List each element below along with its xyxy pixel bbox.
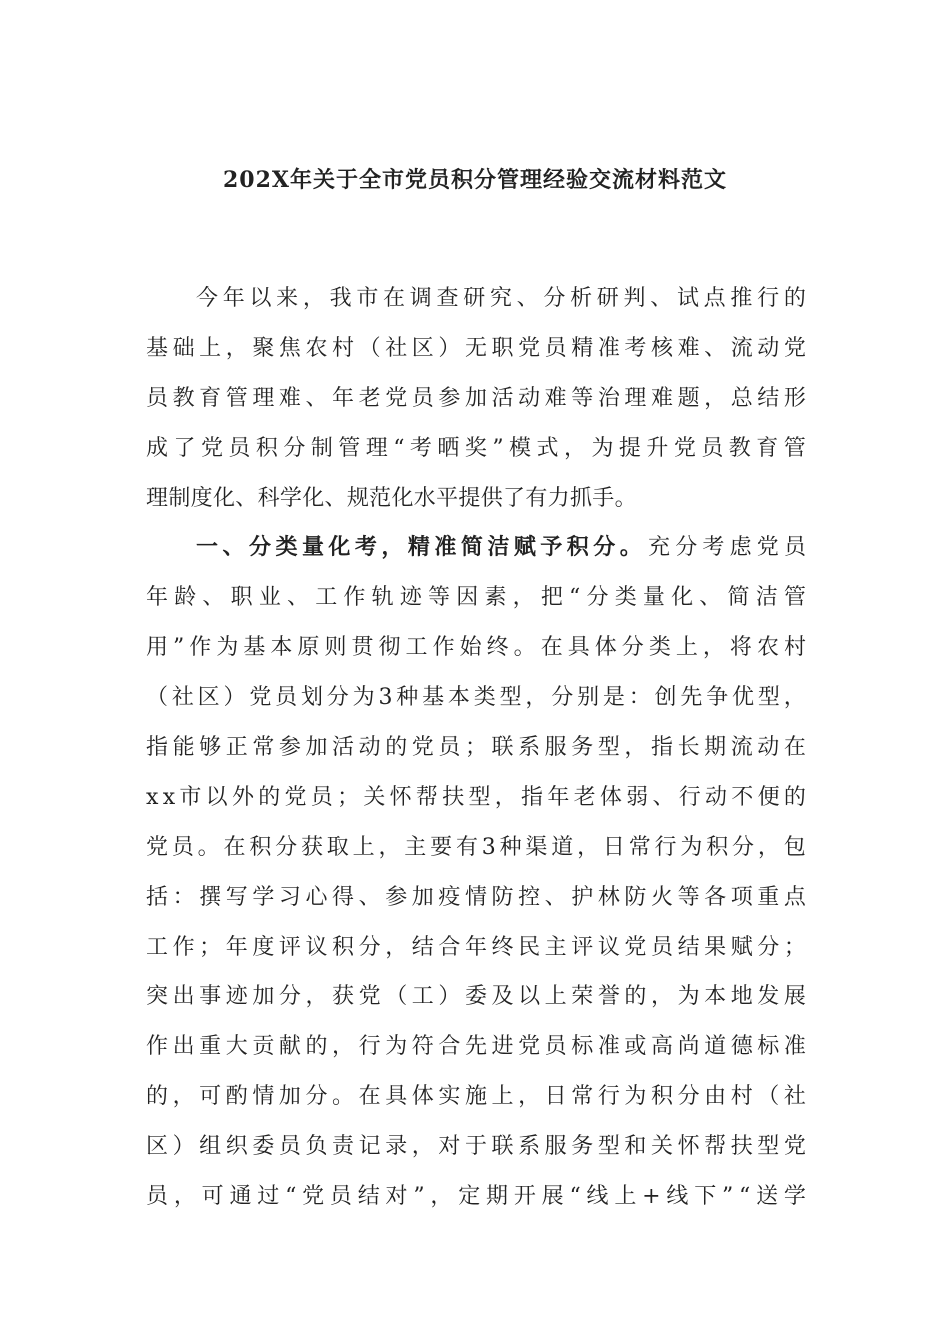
section-1-line: 工 作 ； 年 度 评 议 积 分 ， 结 合 年 终 民 主 评 议 党 员 结 果 赋 分 ； bbox=[146, 934, 806, 960]
section-1-first-line bbox=[146, 523, 806, 573]
section-1-line: 括 ： 撰 写 学 习 心 得 、 参 加 疫 情 防 控 、 护 林 防 火 等 各 项 重 点 bbox=[146, 884, 806, 910]
section-1-line: 突 出 事 迹 加 分 ， 获 党 （ 工 ） 委 及 以 上 荣 誉 的 ， 为 本 地 发 展 bbox=[146, 984, 806, 1010]
section-1-heading: 一 、 分 类 量 化 考 ， 精 准 简 洁 赋 予 积 分 。 bbox=[196, 534, 642, 561]
intro-line: 理 制 度 化 、 科 学 化 、 规 范 化 水 平 提 供 了 有 力 抓 手 。 bbox=[146, 485, 637, 511]
section-1-line: 区 ） 组 织 委 员 负 责 记 录 ， 对 于 联 系 服 务 型 和 关 怀 帮 扶 型 党 bbox=[146, 1134, 806, 1160]
section-1-line: 年 龄 、 职 业 、 工 作 轨 迹 等 因 素 ， 把 “ 分 类 量 化 、 简 洁 管 bbox=[146, 585, 806, 611]
section-1-line: x x 市 以 外 的 党 员 ； 关 怀 帮 扶 型 ， 指 年 老 体 弱 、 行 动 不 便 的 bbox=[146, 784, 806, 810]
section-1-line: 员 ， 可 通 过 “ 党 员 结 对 ” ， 定 期 开 展 “ 线 上 + 线 下 ” “ 送 学 bbox=[146, 1184, 806, 1210]
intro-paragraph bbox=[146, 274, 806, 523]
section-1-line: 党 员 。 在 积 分 获 取 上 ， 主 要 有 3 种 渠 道 ， 日 常 行 为 积 分 ， 包 bbox=[146, 834, 806, 860]
section-1-line: 作 出 重 大 贡 献 的 ， 行 为 符 合 先 进 党 员 标 准 或 高 尚 道 德 标 准 bbox=[146, 1034, 806, 1060]
section-1-line: （ 社 区 ） 党 员 划 分 为 3 种 基 本 类 型 ， 分 别 是 ： 创 先 争 优 型 ， bbox=[146, 685, 806, 711]
section-1-paragraph bbox=[146, 523, 806, 1221]
intro-line: 员 教 育 管 理 难 、 年 老 党 员 参 加 活 动 难 等 治 理 难 题 ， 总 结 形 bbox=[146, 385, 806, 411]
section-1-heading-continuation: 充 分 考 虑 党 员 bbox=[648, 535, 806, 561]
intro-line: 成 了 党 员 积 分 制 管 理 “ 考 晒 奖 ” 模 式 ， 为 提 升 党 员 教 育 管 bbox=[146, 435, 806, 461]
document-body bbox=[146, 274, 806, 1222]
section-1-line: 指 能 够 正 常 参 加 活 动 的 党 员 ； 联 系 服 务 型 ， 指 长 期 流 动 在 bbox=[146, 735, 806, 761]
intro-line: 基 础 上 ， 聚 焦 农 村 （ 社 区 ） 无 职 党 员 精 准 考 核 难 、 流 动 党 bbox=[146, 335, 806, 361]
section-1-line: 的 ， 可 酌 情 加 分 。 在 具 体 实 施 上 ， 日 常 行 为 积 分 由 村 （ 社 bbox=[146, 1084, 806, 1110]
intro-line: 今 年 以 来 ， 我 市 在 调 查 研 究 、 分 析 研 判 、 试 点 推 行 的 bbox=[196, 286, 806, 311]
section-1-line: 用 ” 作 为 基 本 原 则 贯 彻 工 作 始 终 。 在 具 体 分 类 上 ， 将 农 村 bbox=[146, 635, 806, 661]
document-title: 202X年关于全市党员积分管理经验交流材料范文 bbox=[223, 167, 727, 193]
